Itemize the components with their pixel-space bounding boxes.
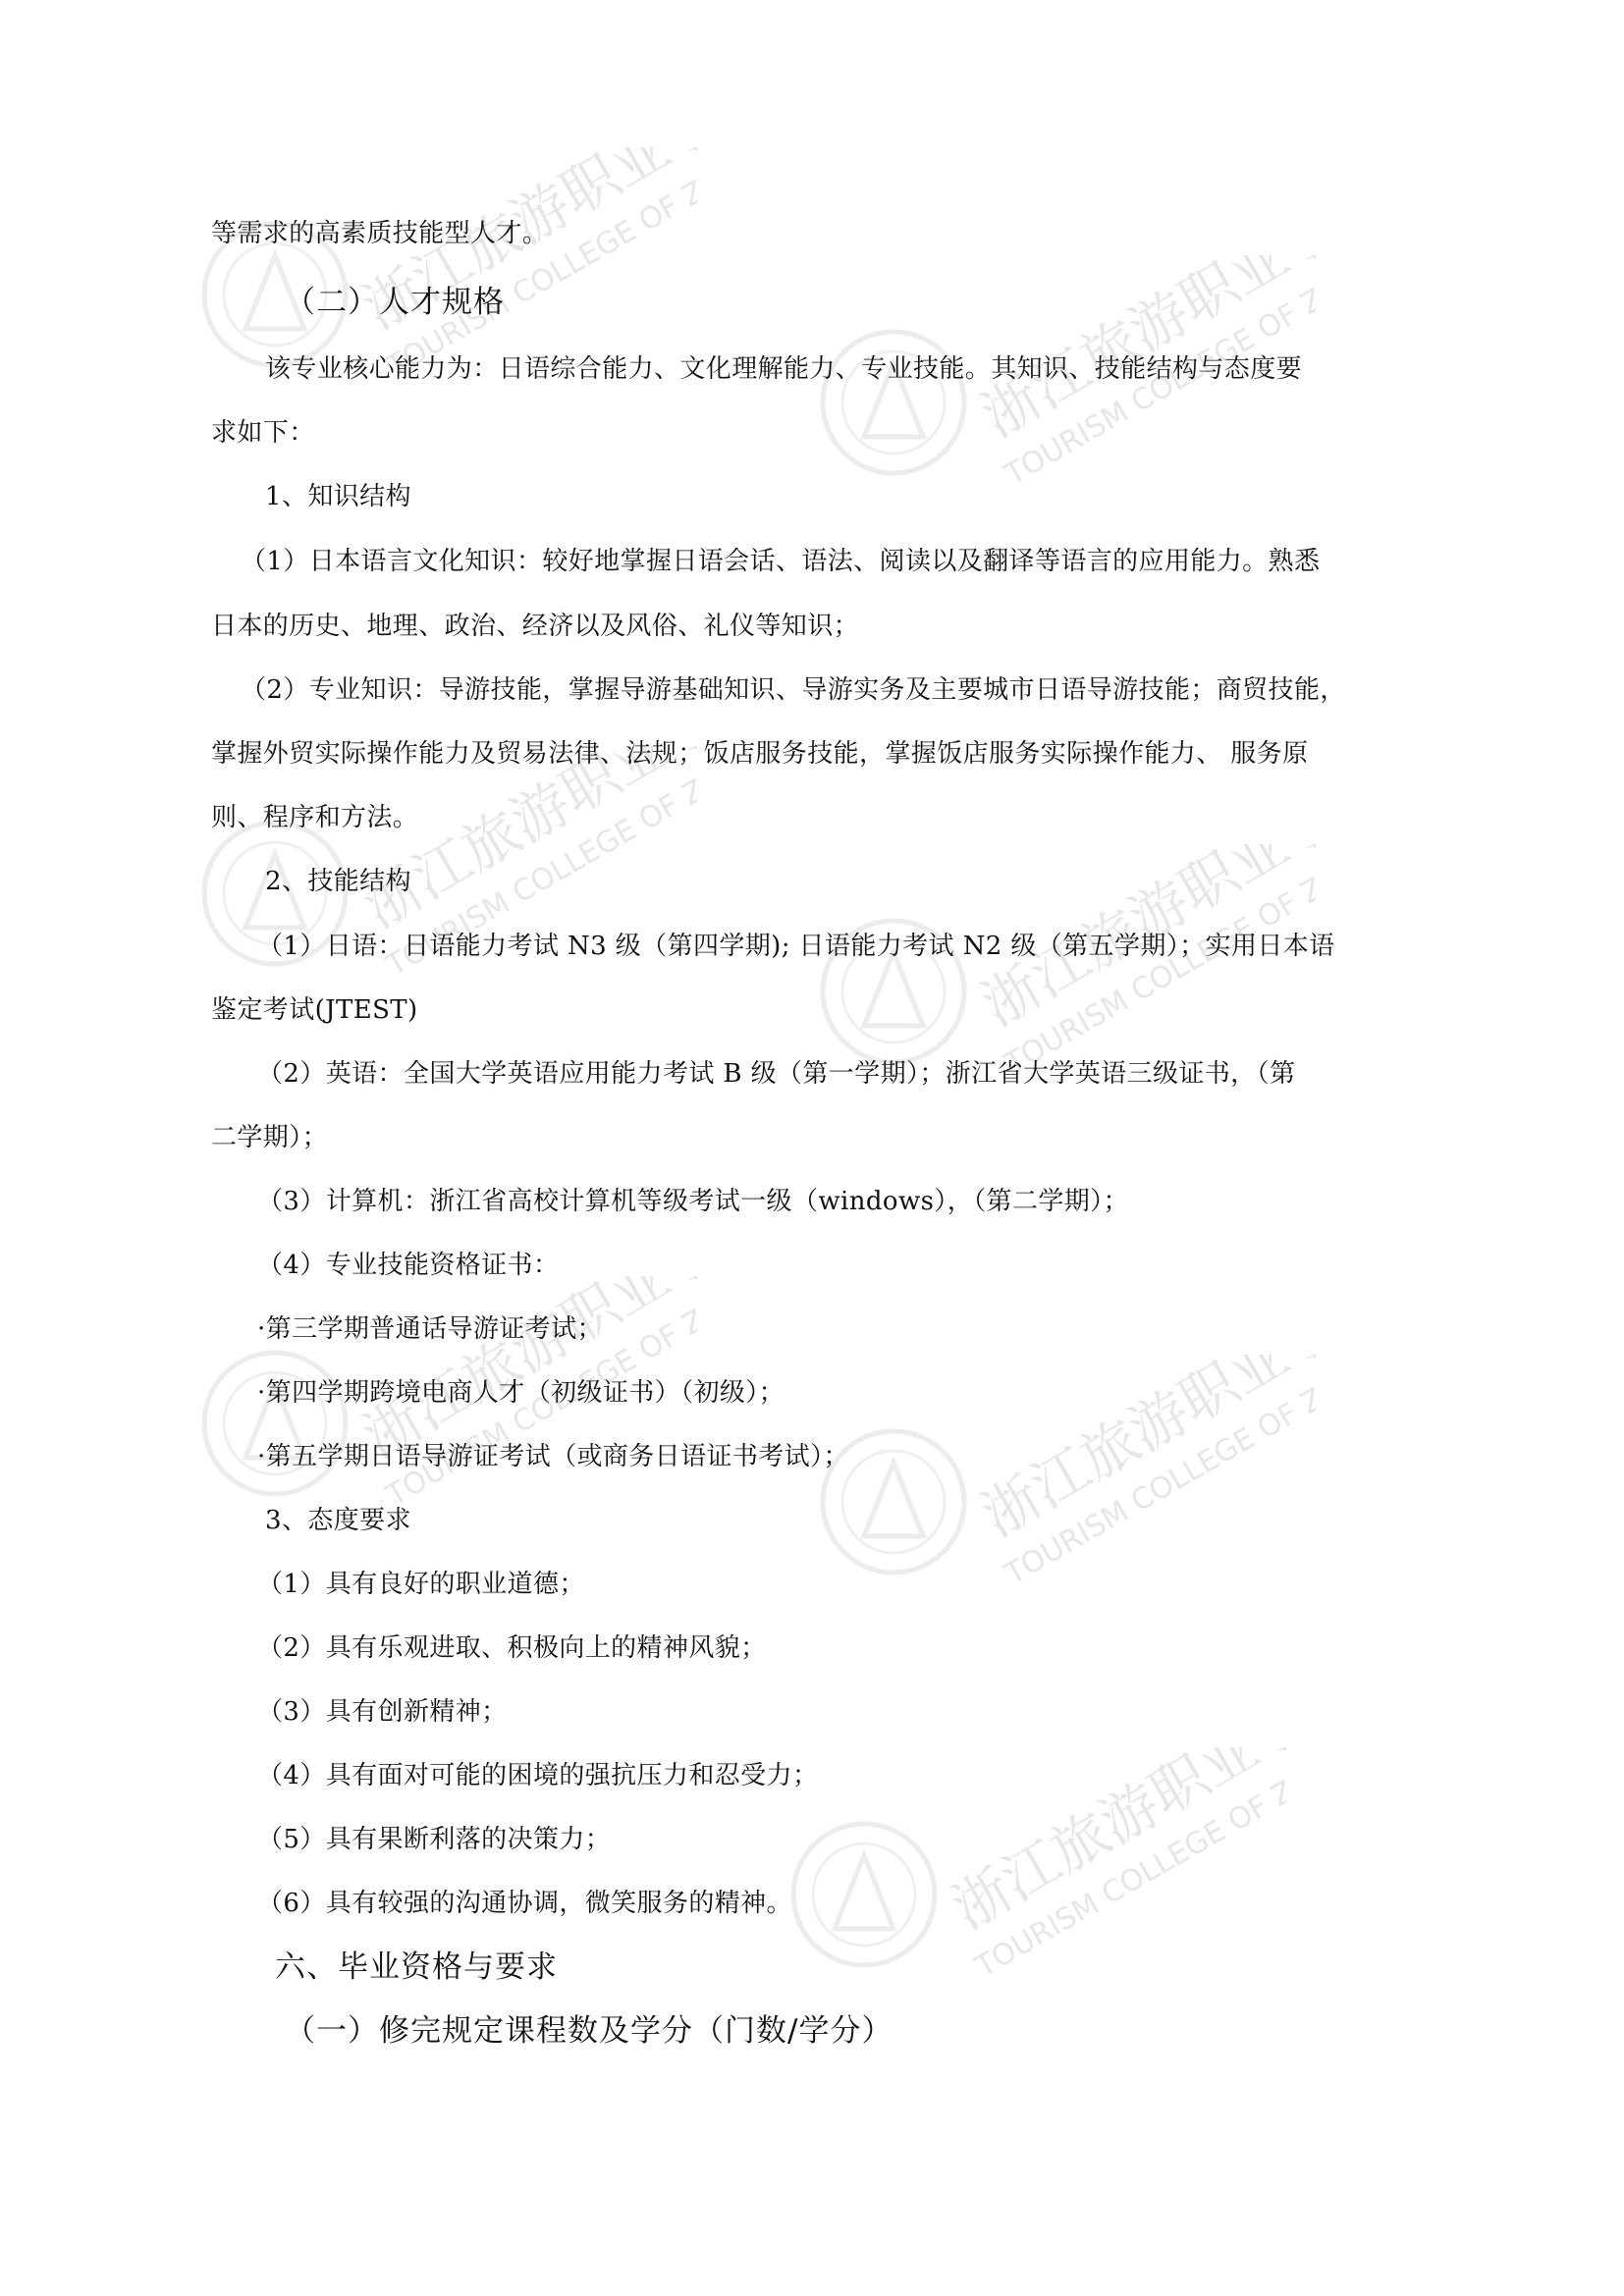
list-heading: 1、知识结构	[265, 482, 411, 511]
paragraph-line: （1）日本语言文化知识：较好地掌握日语会话、语法、阅读以及翻译等语言的应用能力。熟悉	[241, 547, 1321, 576]
paragraph-line: （2）英语：全国大学英语应用能力考试 B 级（第一学期）；浙江省大学英语三级证书，（第	[257, 1059, 1296, 1089]
watermark-cn: 浙江旅游职业学院	[970, 255, 1316, 451]
paragraph-line: 二学期）；	[211, 1123, 329, 1152]
chapter-heading: 六、毕业资格与要求	[275, 1949, 558, 1985]
watermark-cn: 浙江旅游职业学院	[352, 746, 697, 941]
watermark-en: TOURISM COLLEGE OF ZHEJIANG	[999, 1355, 1316, 1590]
paragraph-line: （3）计算机：浙江省高校计算机等级考试一级（windows），（第二学期）；	[257, 1187, 1129, 1216]
watermark-en: TOURISM COLLEGE OF ZHEJIANG	[969, 1747, 1286, 1983]
paragraph-line: （2）专业知识：导游技能，掌握导游基础知识、导游实务及主要城市日语导游技能；商贸技能，	[241, 675, 1346, 705]
section-heading: （二）人才规格	[285, 285, 505, 320]
paragraph-line: 日本的历史、地理、政治、经济以及风俗、礼仪等知识；	[211, 612, 860, 641]
watermark-seal	[805, 1355, 1316, 1590]
watermark-en: TOURISM COLLEGE OF ZHEJIANG	[380, 746, 697, 982]
paragraph-line: 掌握外贸实际操作能力及贸易法律、法规；饭店服务技能，掌握饭店服务实际操作能力、 服务原	[211, 739, 1309, 769]
watermark-seal	[776, 1747, 1286, 1983]
list-item: ·第四学期跨境电商人才（初级证书）（初级）；	[257, 1378, 785, 1408]
watermark-cn: 浙江旅游职业学院	[352, 1276, 697, 1471]
list-item: （4）具有面对可能的困境的强抗压力和忍受力；	[257, 1761, 819, 1790]
watermark-cn: 浙江旅游职业学院	[352, 147, 697, 343]
list-item: （3）具有创新精神；	[257, 1697, 508, 1727]
watermark-cn: 浙江旅游职业学院	[970, 844, 1316, 1040]
watermark-en: TOURISM COLLEGE OF ZHEJIANG	[999, 844, 1316, 1080]
list-item: ·第五学期日语导游证考试（或商务日语证书考试）；	[257, 1442, 849, 1471]
paragraph-line: （4）专业技能资格证书：	[257, 1251, 560, 1280]
list-item: （5）具有果断利落的决策力；	[257, 1825, 612, 1854]
list-item: （1）具有良好的职业道德；	[257, 1570, 585, 1599]
paragraph-line: 则、程序和方法。	[211, 803, 419, 832]
list-heading: 2、技能结构	[265, 867, 411, 896]
list-heading: 3、态度要求	[265, 1506, 411, 1535]
section-heading: （一）修完规定课程数及学分（门数/学分）	[285, 2013, 893, 2049]
list-item: ·第三学期普通话导游证考试；	[257, 1314, 603, 1344]
watermark-cn: 浙江旅游职业学院	[941, 1747, 1286, 1943]
watermark-en: TOURISM COLLEGE OF ZHEJIANG	[380, 147, 697, 383]
watermark-cn: 浙江旅游职业学院	[970, 1355, 1316, 1550]
watermark-en: TOURISM COLLEGE OF ZHEJIANG	[380, 1276, 697, 1512]
list-item: （2）具有乐观进取、积极向上的精神风貌；	[257, 1633, 767, 1663]
paragraph-line: 该专业核心能力为：日语综合能力、文化理解能力、专业技能。其知识、技能结构与态度要	[265, 354, 1303, 384]
watermark-en: TOURISM COLLEGE OF ZHEJIANG	[999, 255, 1316, 491]
paragraph-line: 等需求的高素质技能型人才。	[211, 219, 549, 248]
list-item: （6）具有较强的沟通协调，微笑服务的精神。	[257, 1889, 792, 1918]
paragraph-line: 求如下：	[211, 418, 315, 448]
watermark-seal	[187, 147, 697, 383]
paragraph-line: （1）日语：日语能力考试 N3 级（第四学期); 日语能力考试 N2 级（第五学期）；实用日本语	[257, 932, 1335, 961]
paragraph-line: 鉴定考试(JTEST)	[211, 995, 418, 1025]
